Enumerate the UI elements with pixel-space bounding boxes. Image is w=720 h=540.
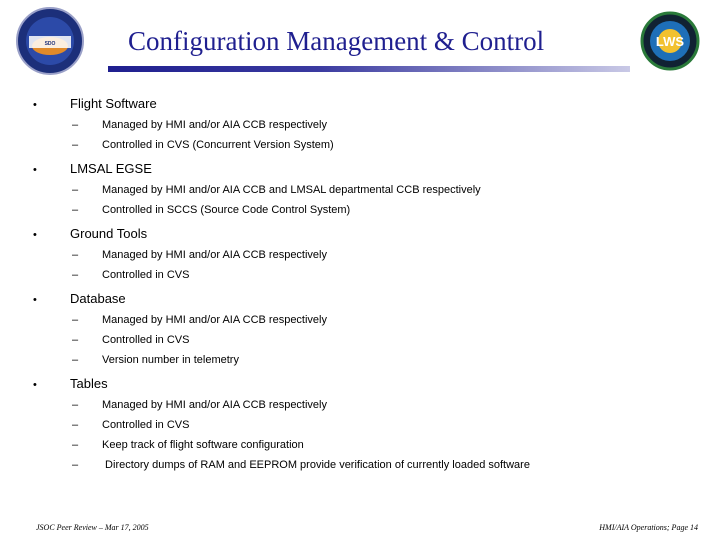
- bullet-group-database: [30, 291, 700, 374]
- sub-item-text: Directory dumps of RAM and EEPROM provide verification of currently loaded software: [102, 459, 530, 471]
- sub-item: [30, 354, 700, 374]
- title-underline: [108, 66, 630, 72]
- bullet-label: Database: [70, 291, 126, 306]
- sub-item: [30, 184, 700, 204]
- sub-item: [30, 269, 700, 289]
- bullet-group-ground-tools: [30, 226, 700, 289]
- sub-item-text: Managed by HMI and/or AIA CCB respectively: [102, 399, 327, 411]
- page-title: Configuration Management & Control: [128, 26, 545, 56]
- bullet-label: Flight Software: [70, 96, 157, 111]
- bullet-label: Ground Tools: [70, 226, 148, 241]
- dash-icon: –: [72, 204, 79, 216]
- bullet-item: [30, 376, 700, 399]
- dash-icon: –: [72, 119, 79, 131]
- lws-logo-text: LWS: [655, 34, 685, 49]
- bullet-icon: •: [33, 99, 37, 111]
- dash-icon: –: [72, 439, 79, 451]
- sub-item: [30, 399, 700, 419]
- dash-icon: –: [72, 139, 79, 151]
- bullet-label: Tables: [70, 376, 108, 391]
- dash-icon: –: [72, 399, 79, 411]
- bullet-item: [30, 291, 700, 314]
- sub-item: [30, 204, 700, 224]
- sub-item-text: Managed by HMI and/or AIA CCB respectively: [102, 119, 327, 131]
- sub-item: [30, 334, 700, 354]
- bullet-item: [30, 226, 700, 249]
- dash-icon: –: [72, 354, 79, 366]
- bullet-icon: •: [33, 379, 37, 391]
- sub-item: [30, 439, 700, 459]
- bullet-icon: •: [33, 229, 37, 241]
- sub-item-text: Version number in telemetry: [102, 354, 239, 366]
- sub-item-text: Controlled in CVS: [102, 419, 190, 431]
- footer-left: JSOC Peer Review – Mar 17, 2005: [36, 523, 149, 532]
- sub-item: [30, 459, 700, 479]
- sub-item-text: Controlled in CVS: [102, 334, 190, 346]
- bullet-icon: •: [33, 294, 37, 306]
- sub-item-text: Controlled in SCCS (Source Code Control System): [102, 204, 351, 216]
- sdo-logo-icon: [15, 6, 85, 76]
- sub-item-text: Controlled in CVS: [102, 269, 190, 281]
- dash-icon: –: [72, 459, 79, 471]
- dash-icon: –: [72, 314, 79, 326]
- lws-logo-icon: [632, 8, 708, 74]
- bullet-group-flight-software: [30, 96, 700, 159]
- sub-item-text: Managed by HMI and/or AIA CCB respectively: [102, 314, 327, 326]
- bullet-label: LMSAL EGSE: [70, 161, 152, 176]
- bullet-item: [30, 96, 700, 119]
- sub-item-text: Keep track of flight software configuration: [102, 439, 304, 451]
- sub-item-text: Managed by HMI and/or AIA CCB respectively: [102, 249, 327, 261]
- dash-icon: –: [72, 269, 79, 281]
- svg-text:SDO: SDO: [44, 41, 56, 47]
- sub-item: [30, 314, 700, 334]
- dash-icon: –: [72, 249, 79, 261]
- sub-item: [30, 119, 700, 139]
- sub-item-text: Controlled in CVS (Concurrent Version System): [102, 139, 334, 151]
- sub-item: [30, 249, 700, 269]
- dash-icon: –: [72, 419, 79, 431]
- footer-page-number: HMI/AIA Operations; Page 14: [599, 523, 698, 532]
- bullet-group-tables: [30, 376, 700, 479]
- dash-icon: –: [72, 184, 79, 196]
- bullet-item: [30, 161, 700, 184]
- bullet-group-lmsal-egse: [30, 161, 700, 224]
- bullet-list: [30, 96, 700, 481]
- bullet-icon: •: [33, 164, 37, 176]
- sub-item: [30, 419, 700, 439]
- sub-item: [30, 139, 700, 159]
- sub-item-text: Managed by HMI and/or AIA CCB and LMSAL departmental CCB respectively: [102, 184, 481, 196]
- dash-icon: –: [72, 334, 79, 346]
